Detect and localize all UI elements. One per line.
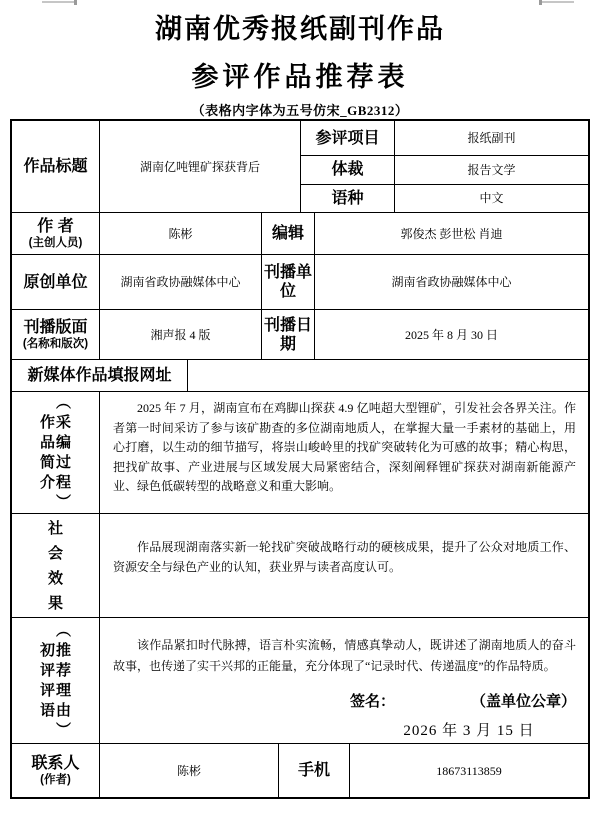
contact-value: 陈彬 (100, 744, 279, 797)
broadcast-unit-value: 湖南省政协融媒体中心 (391, 275, 512, 289)
entry-item-label: 参评项目 (301, 121, 395, 155)
broadcast-page-sublabel: (名称和版次) (22, 338, 89, 350)
genre-value: 报告文学 (467, 162, 516, 177)
ruler-tick-right (539, 0, 542, 5)
row-work-title (12, 121, 588, 213)
entry-meta-block (301, 121, 588, 212)
row-contact (12, 744, 588, 797)
document-header (0, 0, 600, 118)
ruler-tick-left (74, 0, 77, 5)
recommendation-form-table (10, 119, 590, 799)
ruler-mark-left (42, 1, 75, 3)
language-row (301, 185, 588, 212)
intro-label-main: 作品简介 (39, 413, 55, 491)
recommendation-text-cell (100, 618, 588, 743)
row-broadcast-page (12, 310, 588, 360)
signature-label: 签名： (350, 693, 396, 710)
intro-label-cell (12, 392, 100, 513)
row-new-media-url (12, 360, 588, 392)
work-title-label: 作品标题 (12, 121, 100, 212)
row-original-unit (12, 255, 588, 310)
phone-value: 18673113859 (436, 763, 502, 778)
contact-sublabel: (作者) (40, 774, 71, 786)
broadcast-page-label-cell (12, 310, 100, 359)
language-label: 语种 (301, 185, 395, 212)
row-intro (12, 392, 588, 514)
sub-title: 参评作品推荐表 (191, 62, 409, 92)
author-value: 陈彬 (100, 213, 262, 254)
row-social-effect (12, 514, 588, 618)
author-label-cell (12, 213, 100, 254)
new-media-url-value (188, 360, 588, 391)
original-unit-value: 湖南省政协融媒体中心 (100, 255, 262, 309)
signature-line (100, 677, 588, 711)
row-author (12, 213, 588, 255)
recommendation-text: 该作品紧扣时代脉搏，语言朴实流畅，情感真挚动人，既讲述了湖南地质人的奋斗故事，也传递了实干兴邦的正能量，充分体现了“记录时代、传递温度”的作品特质。 (113, 638, 576, 673)
signature-date: 2026 年 3 月 15 日 (403, 723, 535, 739)
language-value: 中文 (479, 191, 504, 206)
contact-label-cell (12, 744, 100, 797)
work-title-value: 湖南亿吨锂矿探获背后 (100, 121, 301, 212)
genre-row (301, 156, 588, 184)
row-recommendation (12, 618, 588, 744)
broadcast-page-value: 湘声报 4 版 (100, 310, 262, 359)
entry-item-row (301, 121, 588, 156)
recommendation-label-cell (12, 618, 100, 743)
main-title: 湖南优秀报纸副刊作品 (155, 14, 445, 44)
intro-label-paren: ︵采编过程︶ (55, 393, 71, 511)
social-effect-label-cell (12, 514, 100, 617)
broadcast-unit-label: 刊播单位 (262, 255, 315, 309)
font-note: （表格内字体为五号仿宋_GB2312） (191, 103, 409, 118)
new-media-url-label: 新媒体作品填报网址 (12, 360, 188, 391)
phone-label: 手机 (279, 744, 350, 797)
entry-item-value: 报纸副刊 (467, 131, 516, 146)
author-label: 作 者 (37, 218, 74, 235)
intro-text-cell (100, 392, 588, 513)
broadcast-page-label: 刊播版面 (23, 319, 88, 336)
social-effect-label: 社会效果 (47, 519, 63, 612)
author-sublabel: (主创人员) (28, 237, 83, 249)
broadcast-date-value: 2025 年 8 月 30 日 (404, 327, 498, 342)
contact-label: 联系人 (31, 755, 80, 772)
ruler-mark-right (541, 1, 574, 3)
intro-text: 2025 年 7 月，湖南宣布在鸡脚山探获 4.9 亿吨超大型锂矿，引发社会各界关注。作者第一时间采访了参与该矿勘查的多位湖南地质人，在掌握大量一手素材的基础上，用心打磨，以生动的细节描写，将崇山峻岭里的找矿突破转化为可感的故事；精心构思，把找矿故事、产业进展与区域发展大局紧密结合，深刻阐释锂矿探获对湖南新能源产业、绿色低碳转型的战略意义和重大影响。 (113, 401, 576, 493)
recommendation-label-main: 初评评语 (39, 641, 55, 719)
seal-note: （盖单位公章） (470, 693, 576, 710)
broadcast-date-label: 刊播日期 (262, 310, 315, 359)
editor-label: 编辑 (262, 213, 315, 254)
genre-label: 体裁 (301, 156, 395, 183)
recommendation-label-paren: ︵推荐理由︶ (55, 621, 71, 739)
social-effect-text: 作品展现湖南落实新一轮找矿突破战略行动的硬核成果，提升了公众对地质工作、资源安全与绿色产业的认知，获业界与读者高度认可。 (113, 540, 576, 574)
editor-value: 郭俊杰 彭世松 肖迪 (400, 226, 503, 241)
social-effect-text-cell (100, 514, 588, 617)
original-unit-label: 原创单位 (12, 255, 100, 309)
